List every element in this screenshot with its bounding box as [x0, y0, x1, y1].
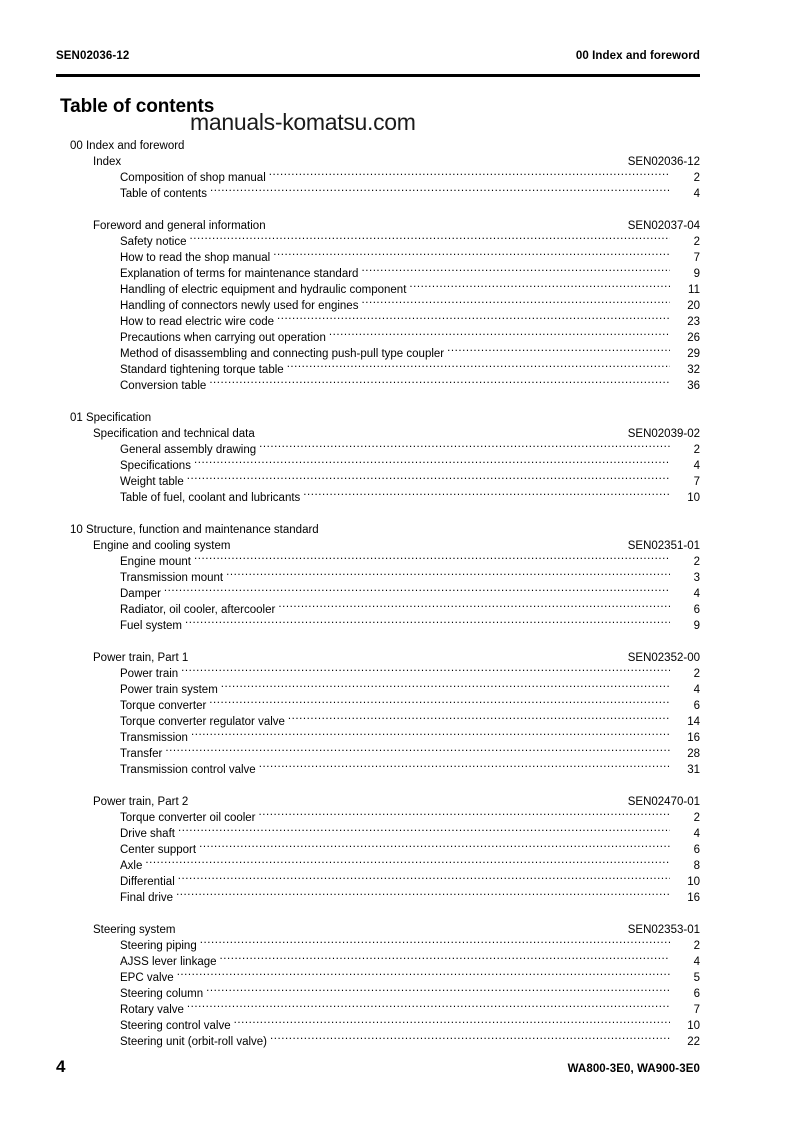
toc-entry-row[interactable]: [0, 826, 794, 842]
toc-entry-page-number: 14: [687, 716, 700, 728]
toc-dot-leader: [269, 170, 670, 181]
toc-section-document-code: SEN02470-01: [627, 796, 700, 808]
toc-section-title: Power train, Part 2: [93, 796, 189, 808]
toc-dot-leader: [447, 346, 670, 357]
toc-entry-page-number: 4: [693, 588, 700, 600]
toc-entry-label: Specifications: [120, 460, 191, 472]
toc-entry-row[interactable]: [0, 954, 794, 970]
toc-section-document-code: SEN02352-00: [627, 652, 700, 664]
toc-entry-row[interactable]: [0, 490, 794, 506]
toc-entry-row[interactable]: [0, 842, 794, 858]
toc-section-row[interactable]: [0, 154, 794, 170]
toc-section-row[interactable]: [0, 794, 794, 810]
footer-page-number: 4: [56, 1057, 66, 1076]
toc-entry-row[interactable]: [0, 874, 794, 890]
toc-entry-page-number: 16: [687, 892, 700, 904]
toc-entry-label: Rotary valve: [120, 1004, 184, 1016]
toc-entry-row[interactable]: [0, 986, 794, 1002]
toc-dot-leader: [210, 186, 670, 197]
toc-entry-page-number: 6: [693, 988, 700, 1000]
toc-dot-leader: [259, 810, 670, 821]
toc-entry-row[interactable]: [0, 1018, 794, 1034]
toc-entry-row[interactable]: [0, 346, 794, 362]
toc-entry-label: General assembly drawing: [120, 444, 257, 456]
toc-dot-leader: [273, 250, 670, 261]
toc-dot-leader: [259, 442, 670, 453]
toc-entry-label: EPC valve: [120, 972, 174, 984]
toc-entry-page-number: 4: [693, 956, 700, 968]
toc-entry-page-number: 22: [687, 1036, 700, 1048]
toc-entry-row[interactable]: [0, 586, 794, 602]
toc-entry-label: How to read electric wire code: [120, 316, 275, 328]
toc-entry-label: Axle: [120, 860, 143, 872]
toc-entry-row[interactable]: [0, 682, 794, 698]
section-gap: [0, 202, 794, 218]
toc-section-row[interactable]: [0, 538, 794, 554]
toc-section-document-code: SEN02037-04: [627, 220, 700, 232]
toc-entry-row[interactable]: [0, 330, 794, 346]
toc-chapter-group: [0, 410, 794, 506]
toc-dot-leader: [277, 314, 670, 325]
toc-entry-label: Fuel system: [120, 620, 182, 632]
page-header: [56, 50, 700, 62]
toc-entry-page-number: 7: [693, 1004, 700, 1016]
toc-entry-label: Power train: [120, 668, 179, 680]
toc-section-document-code: SEN02039-02: [627, 428, 700, 440]
toc-entry-page-number: 2: [693, 556, 700, 568]
toc-dot-leader: [409, 282, 670, 293]
toc-dot-leader: [189, 234, 670, 245]
toc-entry-page-number: 2: [693, 236, 700, 248]
toc-dot-leader: [194, 458, 670, 469]
toc-dot-leader: [234, 1018, 670, 1029]
toc-chapter-heading: 00 Index and foreword: [70, 140, 185, 152]
toc-dot-leader: [178, 826, 670, 837]
toc-entry-page-number: 36: [687, 380, 700, 392]
toc-section-document-code: SEN02036-12: [627, 156, 700, 168]
toc-entry-row[interactable]: [0, 618, 794, 634]
toc-entry-page-number: 10: [687, 876, 700, 888]
toc-entry-label: Radiator, oil cooler, aftercooler: [120, 604, 276, 616]
toc-entry-label: Steering piping: [120, 940, 197, 952]
toc-entry-label: Table of contents: [120, 188, 207, 200]
toc-entry-label: Precautions when carrying out operation: [120, 332, 326, 344]
toc-section-title: Engine and cooling system: [93, 540, 231, 552]
toc-entry-row[interactable]: [0, 570, 794, 586]
toc-entry-label: Damper: [120, 588, 161, 600]
toc-entry-label: Engine mount: [120, 556, 191, 568]
toc-entry-label: Explanation of terms for maintenance standard: [120, 268, 359, 280]
toc-entry-label: Torque converter regulator valve: [120, 716, 285, 728]
toc-entry-row[interactable]: [0, 730, 794, 746]
toc-entry-page-number: 2: [693, 172, 700, 184]
toc-entry-row[interactable]: [0, 458, 794, 474]
toc-entry-label: Steering unit (orbit-roll valve): [120, 1036, 268, 1048]
toc-entry-page-number: 10: [687, 492, 700, 504]
toc-entry-page-number: 23: [687, 316, 700, 328]
toc-entry-row[interactable]: [0, 266, 794, 282]
toc-chapter-heading: 10 Structure, function and maintenance standard: [70, 524, 319, 536]
toc-dot-leader: [209, 698, 670, 709]
toc-chapter-group: [0, 138, 794, 394]
watermark-text: manuals-komatsu.com: [190, 109, 416, 135]
toc-dot-leader: [209, 378, 670, 389]
toc-entry-row[interactable]: [0, 890, 794, 906]
footer-model-names: WA800-3E0, WA900-3E0: [567, 1063, 700, 1075]
toc-entry-label: Conversion table: [120, 380, 207, 392]
toc-dot-leader: [199, 842, 670, 853]
toc-entry-page-number: 9: [693, 620, 700, 632]
toc-dot-leader: [177, 970, 670, 981]
toc-dot-leader: [178, 874, 670, 885]
toc-section-row[interactable]: [0, 650, 794, 666]
toc-entry-row[interactable]: [0, 1034, 794, 1050]
chapter-gap: [0, 394, 794, 410]
toc-section-row[interactable]: [0, 218, 794, 234]
toc-entry-page-number: 4: [693, 828, 700, 840]
toc-dot-leader: [187, 474, 670, 485]
toc-entry-page-number: 32: [687, 364, 700, 376]
toc-entry-label: Center support: [120, 844, 197, 856]
toc-entry-label: Transmission: [120, 732, 188, 744]
toc-entry-row[interactable]: [0, 746, 794, 762]
toc-section-title: Foreword and general information: [93, 220, 266, 232]
toc-entry-row[interactable]: [0, 1002, 794, 1018]
toc-entry-row[interactable]: [0, 714, 794, 730]
toc-entry-row[interactable]: [0, 250, 794, 266]
toc-entry-label: AJSS lever linkage: [120, 956, 217, 968]
toc-entry-row[interactable]: [0, 442, 794, 458]
toc-entry-label: Torque converter oil cooler: [120, 812, 256, 824]
toc-dot-leader: [221, 682, 670, 693]
toc-entry-label: Steering control valve: [120, 1020, 231, 1032]
page-title: Table of contents: [60, 96, 215, 117]
section-gap: [0, 778, 794, 794]
toc-entry-page-number: 7: [693, 252, 700, 264]
toc-entry-page-number: 9: [693, 268, 700, 280]
toc-dot-leader: [185, 618, 670, 629]
toc-dot-leader: [329, 330, 670, 341]
toc-entry-page-number: 2: [693, 668, 700, 680]
toc-entry-page-number: 11: [688, 284, 700, 296]
toc-entry-page-number: 7: [693, 476, 700, 488]
toc-dot-leader: [288, 714, 670, 725]
toc-section-document-code: SEN02351-01: [627, 540, 700, 552]
toc-entry-label: Handling of electric equipment and hydraulic component: [120, 284, 407, 296]
toc-entry-page-number: 10: [687, 1020, 700, 1032]
toc-entry-page-number: 16: [687, 732, 700, 744]
toc-dot-leader: [165, 746, 670, 757]
toc-entry-label: How to read the shop manual: [120, 252, 271, 264]
toc-section-row[interactable]: [0, 426, 794, 442]
toc-dot-leader: [187, 1002, 670, 1013]
toc-entry-label: Drive shaft: [120, 828, 175, 840]
section-gap: [0, 906, 794, 922]
toc-entry-row[interactable]: [0, 970, 794, 986]
toc-entry-row[interactable]: [0, 602, 794, 618]
toc-entry-label: Weight table: [120, 476, 184, 488]
toc-entry-label: Transmission control valve: [120, 764, 256, 776]
toc-entry-page-number: 4: [693, 684, 700, 696]
header-chapter-title: 00 Index and foreword: [575, 50, 700, 62]
toc-entry-row[interactable]: [0, 186, 794, 202]
toc-dot-leader: [181, 666, 670, 677]
toc-dot-leader: [226, 570, 670, 581]
toc-dot-leader: [176, 890, 670, 901]
toc-entry-page-number: 6: [693, 604, 700, 616]
toc-entry-page-number: 20: [687, 300, 700, 312]
toc-entry-page-number: 4: [693, 188, 700, 200]
toc-entry-row[interactable]: [0, 474, 794, 490]
toc-entry-row[interactable]: [0, 298, 794, 314]
toc-entry-row[interactable]: [0, 554, 794, 570]
toc-dot-leader: [361, 266, 670, 277]
toc-entry-page-number: 29: [687, 348, 700, 360]
toc-entry-page-number: 2: [693, 940, 700, 952]
toc-section-document-code: SEN02353-01: [627, 924, 700, 936]
toc-dot-leader: [191, 730, 670, 741]
toc-dot-leader: [278, 602, 670, 613]
toc-entry-page-number: 8: [693, 860, 700, 872]
toc-entry-label: Standard tightening torque table: [120, 364, 284, 376]
toc-section-title: Steering system: [93, 924, 176, 936]
toc-section-row[interactable]: [0, 922, 794, 938]
toc-dot-leader: [259, 762, 670, 773]
toc-section-title: Power train, Part 1: [93, 652, 189, 664]
toc-dot-leader: [303, 490, 670, 501]
toc-entry-label: Final drive: [120, 892, 174, 904]
header-document-code: SEN02036-12: [56, 50, 130, 62]
toc-entry-row[interactable]: [0, 378, 794, 394]
toc-entry-label: Transmission mount: [120, 572, 224, 584]
toc-entry-row[interactable]: [0, 362, 794, 378]
toc-entry-page-number: 31: [687, 764, 700, 776]
toc-dot-leader: [220, 954, 670, 965]
toc-entry-page-number: 2: [693, 812, 700, 824]
toc-entry-row[interactable]: [0, 698, 794, 714]
toc-entry-page-number: 3: [693, 572, 700, 584]
table-of-contents: [0, 138, 794, 1050]
toc-entry-page-number: 2: [693, 444, 700, 456]
toc-entry-row[interactable]: [0, 666, 794, 682]
toc-dot-leader: [164, 586, 670, 597]
toc-entry-page-number: 6: [693, 844, 700, 856]
toc-entry-row[interactable]: [0, 858, 794, 874]
toc-dot-leader: [145, 858, 670, 869]
header-divider-rule: [56, 74, 700, 77]
toc-dot-leader: [206, 986, 670, 997]
toc-entry-label: Torque converter: [120, 700, 207, 712]
toc-entry-page-number: 5: [693, 972, 700, 984]
toc-entry-label: Differential: [120, 876, 175, 888]
toc-entry-label: Handling of connectors newly used for engines: [120, 300, 359, 312]
toc-entry-row[interactable]: [0, 314, 794, 330]
toc-entry-page-number: 6: [693, 700, 700, 712]
toc-section-title: Specification and technical data: [93, 428, 255, 440]
toc-dot-leader: [200, 938, 670, 949]
toc-entry-row[interactable]: [0, 234, 794, 250]
toc-entry-label: Table of fuel, coolant and lubricants: [120, 492, 301, 504]
toc-entry-row[interactable]: [0, 170, 794, 186]
toc-entry-label: Power train system: [120, 684, 218, 696]
toc-entry-row[interactable]: [0, 938, 794, 954]
page-footer: [56, 1057, 700, 1077]
toc-section-title: Index: [93, 156, 122, 168]
toc-entry-row[interactable]: [0, 282, 794, 298]
toc-dot-leader: [361, 298, 670, 309]
toc-dot-leader: [270, 1034, 670, 1045]
toc-entry-row[interactable]: [0, 762, 794, 778]
toc-entry-page-number: 26: [687, 332, 700, 344]
chapter-gap: [0, 506, 794, 522]
toc-entry-label: Method of disassembling and connecting push-pull type coupler: [120, 348, 445, 360]
section-gap: [0, 634, 794, 650]
toc-entry-label: Safety notice: [120, 236, 187, 248]
toc-entry-label: Steering column: [120, 988, 204, 1000]
toc-chapter-heading: 01 Specification: [70, 412, 152, 424]
toc-entry-label: Transfer: [120, 748, 163, 760]
toc-entry-label: Composition of shop manual: [120, 172, 266, 184]
toc-entry-row[interactable]: [0, 810, 794, 826]
toc-dot-leader: [287, 362, 670, 373]
toc-entry-page-number: 28: [687, 748, 700, 760]
toc-chapter-group: [0, 522, 794, 1050]
toc-entry-page-number: 4: [693, 460, 700, 472]
toc-dot-leader: [194, 554, 670, 565]
